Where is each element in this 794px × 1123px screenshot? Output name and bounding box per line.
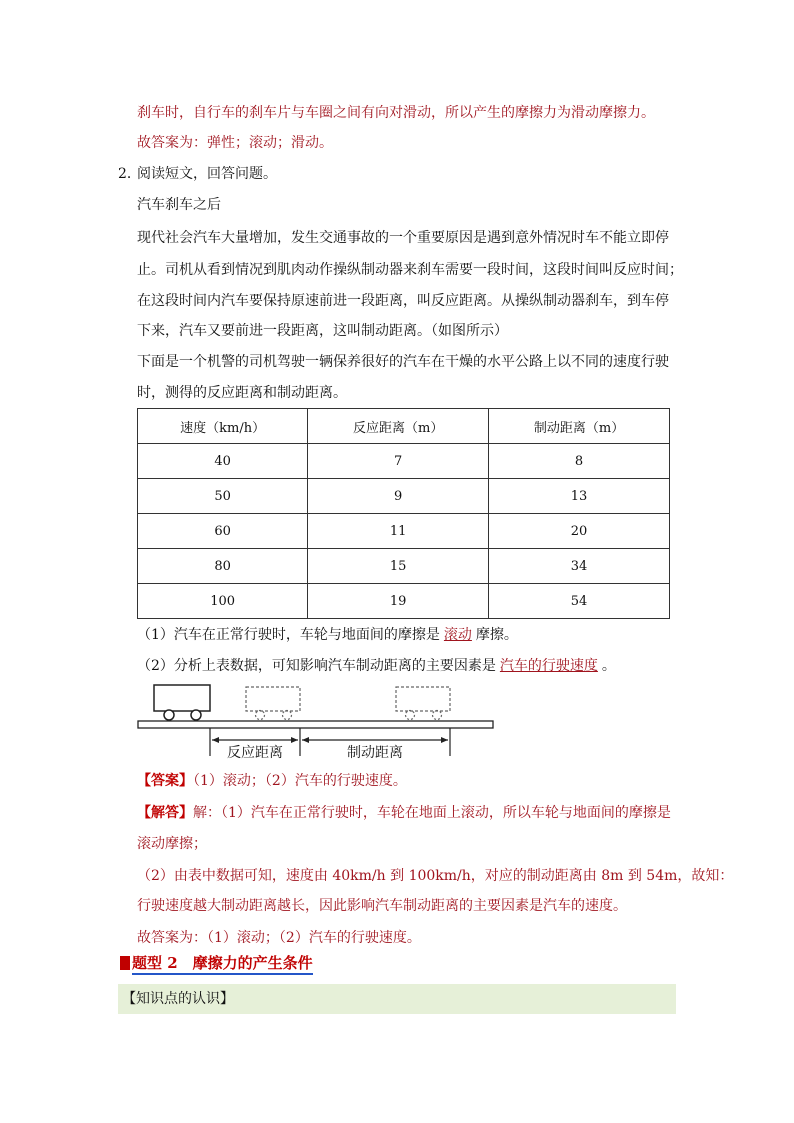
car-wheel-dashed bbox=[283, 711, 292, 720]
subquestion-1 bbox=[137, 625, 518, 645]
passage-line-6: 时，测得的反应距离和制动距离。 bbox=[137, 385, 347, 401]
table-cell: 40 bbox=[138, 444, 308, 479]
table-cell: 13 bbox=[489, 479, 670, 514]
knowledge-point-box: 【知识点的认识】 bbox=[118, 984, 676, 1014]
table-row bbox=[138, 514, 670, 549]
table-cell: 20 bbox=[489, 514, 670, 549]
passage-line-3: 在这段时间内汽车要保持原速前进一段距离，叫反应距离。从操纵制动器刹车，到车停 bbox=[137, 293, 669, 309]
table-cell: 15 bbox=[308, 549, 489, 584]
subquestion-2-prefix: （2）分析上表数据，可知影响汽车制动距离的主要因素是 bbox=[137, 658, 496, 674]
passage-title: 汽车刹车之后 bbox=[137, 197, 221, 213]
road bbox=[138, 721, 493, 728]
table-cell: 19 bbox=[308, 584, 489, 619]
question-prompt: 阅读短文，回答问题。 bbox=[137, 166, 277, 182]
analysis-line-5: 故答案为：（1）滚动；（2）汽车的行驶速度。 bbox=[137, 930, 421, 946]
table-cell: 50 bbox=[138, 479, 308, 514]
table-row bbox=[138, 444, 670, 479]
answer-tag: 【答案】 bbox=[137, 773, 193, 789]
car-wheel bbox=[191, 710, 201, 720]
table-cell: 34 bbox=[489, 549, 670, 584]
arrow-head bbox=[212, 737, 219, 743]
table-cell: 100 bbox=[138, 584, 308, 619]
analysis-line-4: 行驶速度越大制动距离越长，因此影响汽车制动距离的主要因素是汽车的速度。 bbox=[137, 898, 627, 914]
table-header: 反应距离（m） bbox=[308, 409, 489, 444]
table-row bbox=[138, 549, 670, 584]
table-row bbox=[138, 584, 670, 619]
subquestion-2 bbox=[137, 656, 616, 676]
section-heading bbox=[120, 952, 313, 974]
braking-distance-label: 制动距离 bbox=[347, 745, 403, 761]
reaction-distance-label: 反应距离 bbox=[227, 745, 283, 761]
subquestion-1-suffix: 摩擦。 bbox=[475, 627, 518, 643]
analysis-line-3: （2）由表中数据可知，速度由 40km/h 到 100km/h，对应的制动距离由 8m 到 54m，故知： bbox=[137, 868, 734, 884]
subquestion-1-prefix: （1）汽车在正常行驶时，车轮与地面间的摩擦是 bbox=[137, 627, 440, 643]
passage-line-4: 下来，汽车又要前进一段距离，这叫制动距离。（如图所示） bbox=[137, 323, 508, 339]
speed-distance-table bbox=[137, 408, 670, 619]
arrow-head bbox=[291, 737, 298, 743]
arrow-head bbox=[302, 737, 309, 743]
car-wheel bbox=[164, 710, 174, 720]
arrow-head bbox=[441, 737, 448, 743]
table-cell: 54 bbox=[489, 584, 670, 619]
table-cell: 9 bbox=[308, 479, 489, 514]
passage-line-2: 止。司机从看到情况到肌肉动作操纵制动器来刹车需要一段时间，这段时间叫反应时间； bbox=[137, 262, 683, 278]
table-cell: 80 bbox=[138, 549, 308, 584]
car-wheel-dashed bbox=[406, 711, 415, 720]
passage-line-1: 现代社会汽车大量增加，发生交通事故的一个重要原因是遇到意外情况时车不能立即停 bbox=[137, 230, 669, 246]
passage-line-5: 下面是一个机警的司机驾驶一辆保养很好的汽车在干燥的水平公路上以不同的速度行驶 bbox=[137, 354, 669, 370]
table-header-row bbox=[138, 409, 670, 444]
question-number: 2． bbox=[118, 166, 141, 182]
subquestion-1-answer: 滚动 bbox=[443, 627, 472, 643]
table-cell: 60 bbox=[138, 514, 308, 549]
car-solid bbox=[154, 685, 210, 711]
section-heading-text: 题型 2 摩擦力的产生条件 bbox=[132, 954, 313, 975]
analysis-text-1: 解：（1）汽车在正常行驶时，车轮在地面上滚动，所以车轮与地面间的摩擦是 bbox=[193, 805, 671, 821]
analysis-tag: 【解答】 bbox=[137, 805, 193, 821]
table-cell: 7 bbox=[308, 444, 489, 479]
answer-text: （1）滚动；（2）汽车的行驶速度。 bbox=[193, 773, 407, 789]
table-cell: 8 bbox=[489, 444, 670, 479]
car-wheel-dashed bbox=[256, 711, 265, 720]
heading-square-icon bbox=[120, 956, 130, 970]
analysis-line-2: 滚动摩擦； bbox=[137, 836, 207, 852]
subquestion-2-answer: 汽车的行驶速度 bbox=[499, 658, 598, 674]
subquestion-2-suffix: 。 bbox=[601, 658, 616, 674]
table-header: 制动距离（m） bbox=[489, 409, 670, 444]
table-cell: 11 bbox=[308, 514, 489, 549]
table-row bbox=[138, 479, 670, 514]
answer-line bbox=[137, 771, 407, 791]
table-header: 速度（km/h） bbox=[138, 409, 308, 444]
prev-answer-line-1: 刹车时，自行车的刹车片与车圈之间有向对滑动，所以产生的摩擦力为滑动摩擦力。 bbox=[137, 105, 655, 121]
analysis-line-1 bbox=[137, 803, 671, 823]
prev-answer-line-2: 故答案为：弹性；滚动；滑动。 bbox=[137, 135, 333, 151]
car-wheel-dashed bbox=[433, 711, 442, 720]
car-dashed-reaction bbox=[246, 687, 300, 711]
car-dashed-braking bbox=[396, 687, 450, 711]
braking-distance-figure bbox=[130, 680, 500, 770]
